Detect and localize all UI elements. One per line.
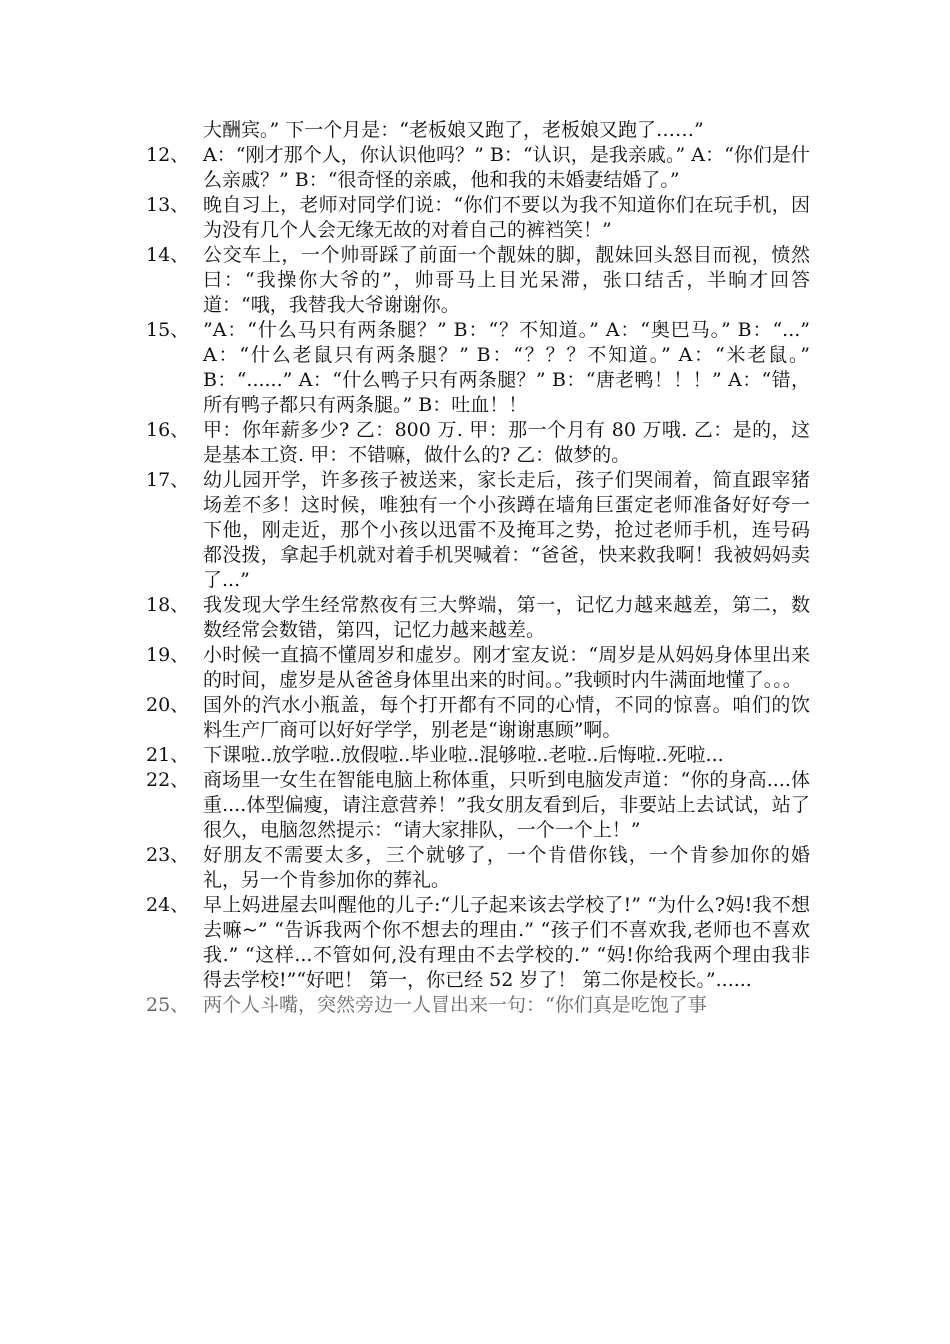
list-item	[146, 318, 810, 418]
item-text: ”A：“什么马只有两条腿？” B：“？不知道。” A：“奥巴马。” B：“...” A：“什么老鼠只有两条腿？” B：“？？？不知道。” A：“米老鼠。” B：“......” A：“什么鸭子只有两条腿？” B：“唐老鸭！！！” A：“错，所有鸭子都只有两条腿。” B：吐血！！	[203, 319, 810, 416]
item-text: 晚自习上，老师对同学们说：“你们不要以为我不知道你们在玩手机，因为没有几个人会无缘无故的对着自己的裤裆笑！”	[203, 194, 810, 241]
item-number: 13、	[146, 194, 190, 216]
item-number: 12、	[146, 144, 190, 166]
item-number: 23、	[146, 844, 190, 866]
item-text: 两个人斗嘴，突然旁边一人冒出来一句：“你们真是吃饱了事	[203, 994, 707, 1016]
item-number: 24、	[146, 894, 190, 916]
item-text: 我发现大学生经常熬夜有三大弊端，第一，记忆力越来越差，第二，数数经常会数错，第四，记忆力越来越差。	[203, 594, 810, 641]
item-number: 17、	[146, 469, 190, 491]
item-number: 25、	[146, 994, 190, 1016]
list-item	[146, 193, 810, 243]
list-item	[146, 643, 810, 693]
list-item	[146, 843, 810, 893]
item-text: 好朋友不需要太多，三个就够了，一个肯借你钱，一个肯参加你的婚礼，另一个肯参加你的葬礼。	[203, 844, 810, 891]
item-text: 甲：你年薪多少? 乙：800 万. 甲：那一个月有 80 万哦. 乙：是的，这是基本工资. 甲：不错嘛，做什么的? 乙：做梦的。	[203, 419, 810, 466]
list-item	[146, 743, 810, 768]
item-text: 商场里一女生在智能电脑上称体重，只听到电脑发声道：“你的身高....体重....体型偏瘦，请注意营养！”我女朋友看到后，非要站上去试试，站了很久，电脑忽然提示：“请大家排队，一个一个上！”	[203, 769, 810, 841]
item-text: 大酬宾。” 下一个月是：“老板娘又跑了，老板娘又跑了……”	[203, 119, 704, 141]
item-number: 20、	[146, 694, 190, 716]
list-item	[146, 768, 810, 843]
item-number: 21、	[146, 744, 190, 766]
list-item	[146, 418, 810, 468]
list-item	[146, 468, 810, 593]
list-item	[146, 593, 810, 643]
list-item	[146, 993, 810, 1018]
item-text: 小时候一直搞不懂周岁和虚岁。刚才室友说：“周岁是从妈妈身体里出来的时间，虚岁是从爸爸身体里出来的时间。。”我顿时内牛满面地懂了。。。	[203, 644, 810, 691]
item-number: 18、	[146, 594, 190, 616]
list-item	[146, 118, 810, 143]
item-text: A：“刚才那个人，你认识他吗？” B：“认识，是我亲戚。” A：“你们是什么亲戚？” B：“很奇怪的亲戚，他和我的未婚妻结婚了。”	[203, 144, 810, 191]
item-text: 下课啦..放学啦..放假啦..毕业啦..混够啦..老啦..后悔啦..死啦...	[203, 744, 724, 766]
joke-list	[146, 118, 810, 1018]
list-item	[146, 243, 810, 318]
item-number: 14、	[146, 244, 190, 266]
item-text: 幼儿园开学，许多孩子被送来，家长走后，孩子们哭闹着，简直跟宰猪场差不多！这时候，唯独有一个小孩蹲在墙角巨蛋定老师准备好好夸一下他，刚走近，那个小孩以迅雷不及掩耳之势，抢过老师手机，连号码都没拨，拿起手机就对着手机哭喊着：“爸爸，快来救我啊！我被妈妈卖了...”	[203, 469, 810, 591]
item-number: 15、	[146, 319, 190, 341]
item-text: 国外的汽水小瓶盖，每个打开都有不同的心情，不同的惊喜。咱们的饮料生产厂商可以好好学学，别老是“谢谢惠顾”啊。	[203, 694, 810, 741]
list-item	[146, 693, 810, 743]
item-text: 公交车上，一个帅哥踩了前面一个靓妹的脚，靓妹回头怒目而视，愤然曰：“我操你大爷的”，帅哥马上目光呆滞，张口结舌，半晌才回答道：“哦，我替我大爷谢谢你。	[203, 244, 810, 316]
item-text: 早上妈进屋去叫醒他的儿子:“儿子起来该去学校了!” “为什么?妈!我不想去嘛~” “告诉我两个你不想去的理由.” “孩子们不喜欢我,老师也不喜欢我.” “这样...不管如何,没有理由不去学校的.” “妈!你给我两个理由我非得去学校!”“好吧！ 第一，你已经 52 岁了！ 第二你是校长。”......	[203, 894, 810, 991]
list-item	[146, 143, 810, 193]
item-number: 16、	[146, 419, 190, 441]
list-item	[146, 893, 810, 993]
item-number: 22、	[146, 769, 190, 791]
item-number: 19、	[146, 644, 190, 666]
